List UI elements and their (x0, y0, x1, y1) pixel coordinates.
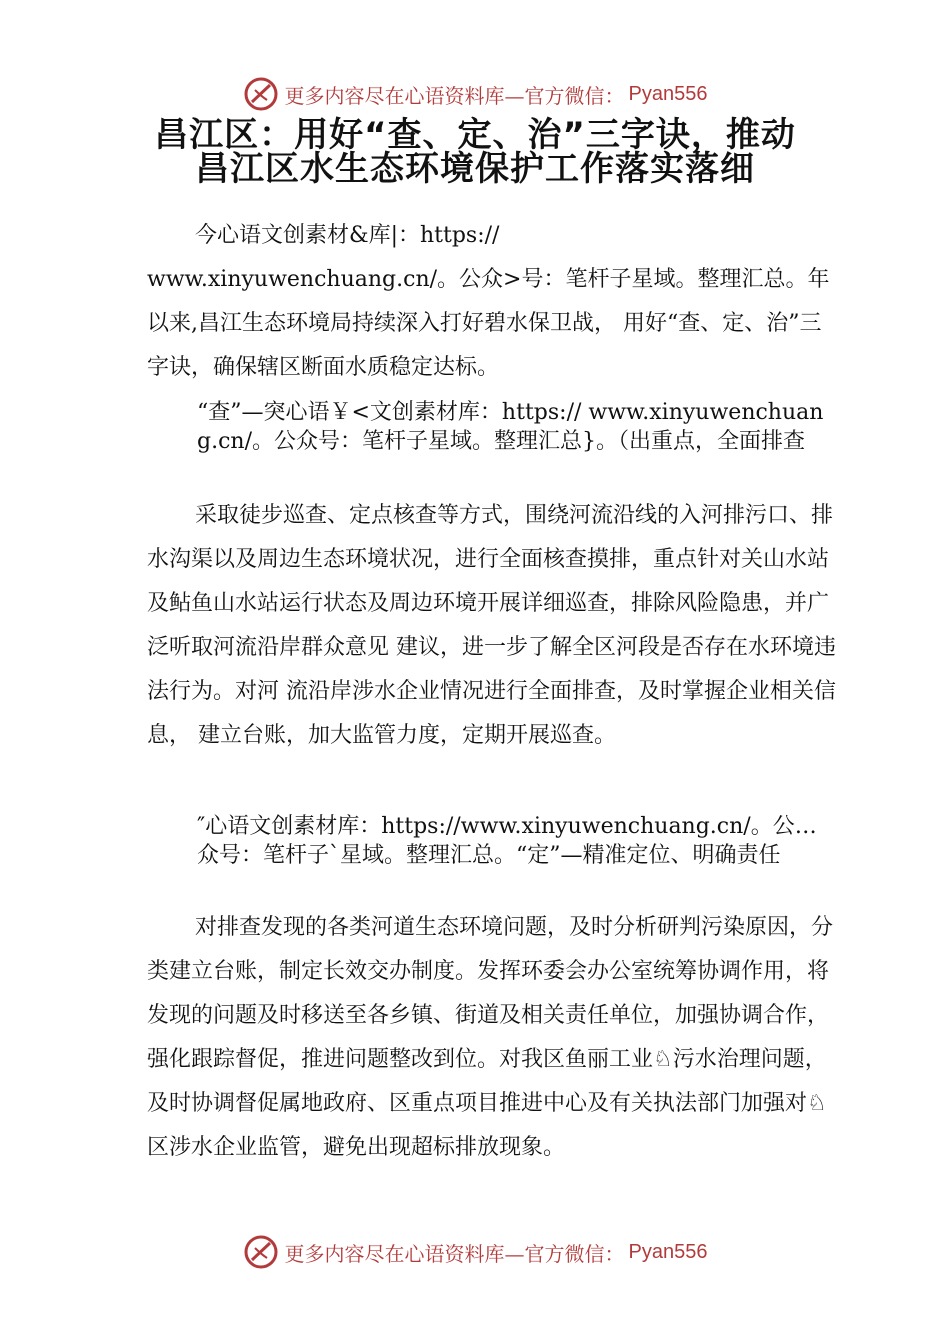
intro-line-1: 今心语文创素材&库|：https:// (195, 223, 500, 248)
banner-text: 更多内容尽在心语资料库—官方微信： (284, 83, 625, 108)
page-title (120, 115, 830, 189)
header-banner (0, 72, 950, 116)
define-paragraph-text: 对排查发现的各类河道生态环境问题，及时分析研判污染原因，分类建立台账，制定长效交办制度。发挥环委会办公室统筹协调作用，将发现的问题及时移送至各乡镇、街道及相关责任单位，加强协调合作，强化跟踪督促，推进问题整改到位。对我区鱼丽工业♘污水治理问题，及时协调督促属地政府、区重点项目推进中心及有关执法部门加强对♘区涉水企业监管，避免出现超标排放现象。 (147, 915, 834, 1160)
title-line-2: 昌江区水生态环境保护工作落实落细 (195, 149, 755, 189)
banner-wechat: Pyan556 (628, 82, 708, 105)
check-paragraph-text: 采取徒步巡查、定点核查等方式，围绕河流沿线的入河排污口、排水沟渠以及周边生态环境状况，进行全面核查摸排，重点针对关山水站及鲇鱼山水站运行状态及周边环境开展详细巡查，排除风险隐患，并广泛听取河流沿岸群众意见 建议，进一步了解全区河段是否存在水环境违法行为。对河 流沿岸涉水企业情况进行全面排查，及时掌握企业相关信息， 建立台账，加大监管力度，定期开展巡查。 (147, 503, 836, 748)
banner-wechat: Pyan556 (628, 1240, 708, 1263)
brand-logo-icon (243, 76, 279, 112)
section-heading-check: “查”—突心语￥<文创素材库：https:// www.xinyuwenchuang.cn/。公众号：笔杆子星域。整理汇总}。（出重点，全面排查 (197, 400, 824, 454)
brand-logo-icon (243, 1234, 279, 1270)
footer-banner (0, 1230, 950, 1274)
intro-paragraph (147, 214, 837, 390)
banner-text: 更多内容尽在心语资料库—官方微信： (284, 1241, 625, 1266)
check-paragraph (147, 494, 837, 758)
intro-rest: www.xinyuwenchuang.cn/。公众>号：笔杆子星域。整理汇总。年以来,昌江生态环境局持续深入打好碧水保卫战， 用好“查、定、治”三字诀，确保辖区断面水质稳定达标。 (147, 267, 830, 380)
title-line-1: 昌江区：用好“查、定、治”三字诀，推动 (154, 115, 796, 155)
section-heading-define: ″心语文创素材库：https://www.xinyuwenchuang.cn/。公…众号：笔杆子`星域。整理汇总。“定”—精准定位、明确责任 (197, 814, 817, 868)
define-paragraph (147, 906, 837, 1170)
